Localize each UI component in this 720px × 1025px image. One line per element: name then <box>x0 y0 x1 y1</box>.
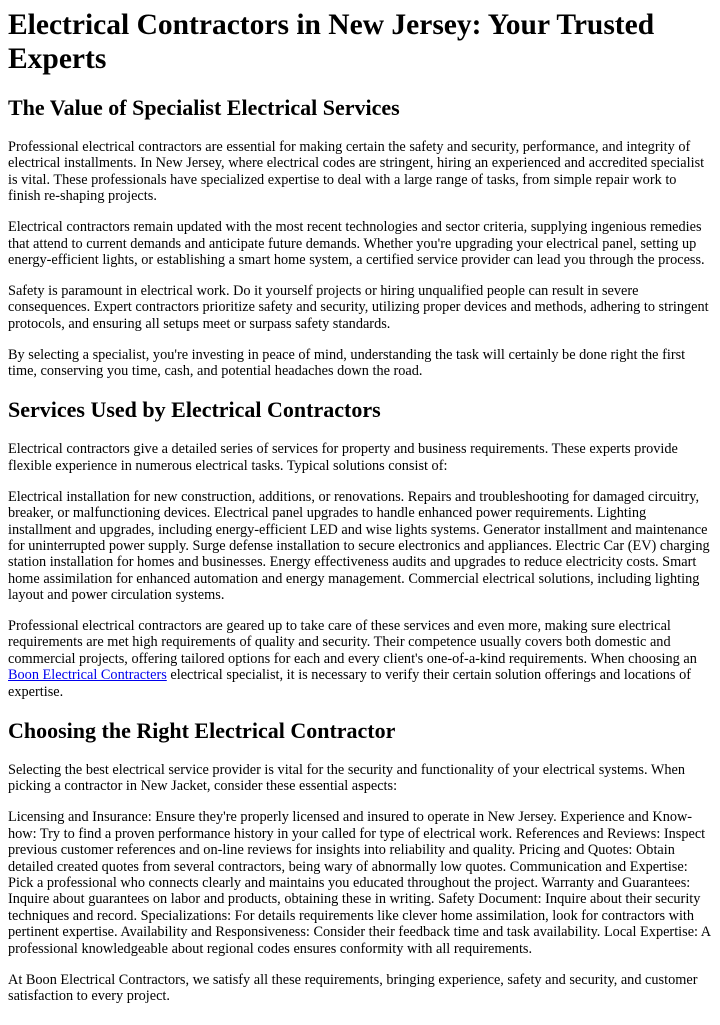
section-heading-choosing: Choosing the Right Electrical Contractor <box>8 718 396 744</box>
paragraph: By selecting a specialist, you're investing in peace of mind, understanding the task will certainly be done right the first time, conserving you time, cash, and potential headaches down the road. <box>8 346 686 379</box>
paragraph: Electrical contractors remain updated with the most recent technologies and sector criteria, supplying ingenious remedies that attend to current demands and anticipate future demands. Whether you're upgrading your electrical panel, setting up energy-efficient lights, or establishing a smart home system, a certified service provider can lead you through the process. <box>8 219 705 268</box>
boon-electrical-link[interactable]: Boon Electrical Contracters <box>8 667 167 684</box>
paragraph-text-after-link: electrical specialist, it is necessary to verify their certain solution offerings and locations of expertise. <box>8 667 691 700</box>
paragraph: Licensing and Insurance: Ensure they're properly licensed and insured to operate in New Jersey. Experience and Know-how: Try to find a proven performance history in your called for type of electrical work. References and Reviews: Inspect previous customer references and on-line reviews for insights into reliability and quality. Pricing and Quotes: Obtain detailed created quotes from several contractors, being wary of abnormally low quotes. Communication and Expertise: Pick a professional who connects clearly and maintains you educated throughout the project. Warranty and Guarantees: Inquire about guarantees on labor and products, obtaining these in writing. Safety Document: Inquire about their security techniques and record. Specializations: For details requirements like clever home assimilation, look for contractors with pertinent expertise. Availability and Responsiveness: Consider their feedback time and task availability. Local Expertise: A professional knowledgeable about regional codes ensures conformity with all requirements. <box>8 809 711 957</box>
paragraph: Safety is paramount in electrical work. Do it yourself projects or hiring unqualified people can result in severe consequences. Expert contractors prioritize safety and security, utilizing proper devices and methods, adhering to stringent protocols, and ensuring all setups meet or surpass safety standards. <box>8 282 709 332</box>
section-heading-services: Services Used by Electrical Contractors <box>8 397 381 423</box>
paragraph: Electrical installation for new construction, additions, or renovations. Repairs and troubleshooting for damaged circuitry, breaker, or malfunctioning devices. Electrical panel upgrades to handle enhanced power requirements. Lighting installment and upgrades, including energy-efficient LED and wise lights systems. Generator installment and maintenance for uninterrupted power supply. Surge defense installation to secure electronics and appliances. Electric Car (EV) charging station installation for homes and businesses. Energy effectiveness audits and upgrades to reduce electricity costs. Smart home assimilation for enhanced automation and energy management. Commercial electrical solutions, including lighting layout and power circulation systems. <box>8 488 710 604</box>
paragraph: Professional electrical contractors are essential for making certain the safety and security, performance, and integrity of electrical installments. In New Jersey, where electrical codes are stringent, hiring an experienced and accredited specialist is vital. These professionals have specialized expertise to deal with a large range of tasks, from simple repair work to finish re-shaping projects. <box>8 139 705 205</box>
paragraph: At Boon Electrical Contractors, we satisfy all these requirements, bringing experience, safety and security, and customer satisfaction to every project. <box>8 971 698 1004</box>
article <box>0 8 720 1004</box>
paragraph: Selecting the best electrical service provider is vital for the security and functionality of your electrical systems. When picking a contractor in New Jacket, consider these essential aspects: <box>8 762 686 795</box>
paragraph-text-before-link: Professional electrical contractors are geared up to take care of these services and even more, making sure electrical requirements are met high requirements of quality and security. Their competence usually covers both domestic and commercial projects, offering tailored options for each and every client's one-of-a-kind requirements. When choosing an <box>8 618 697 667</box>
page-title: Electrical Contractors in New Jersey: Your Trusted Experts <box>8 9 655 75</box>
paragraph-with-link <box>8 618 712 700</box>
paragraph: Electrical contractors give a detailed series of services for property and business requirements. These experts provide flexible experience in numerous electrical tasks. Typical solutions consist of: <box>8 441 678 474</box>
section-heading-value: The Value of Specialist Electrical Services <box>8 95 400 120</box>
